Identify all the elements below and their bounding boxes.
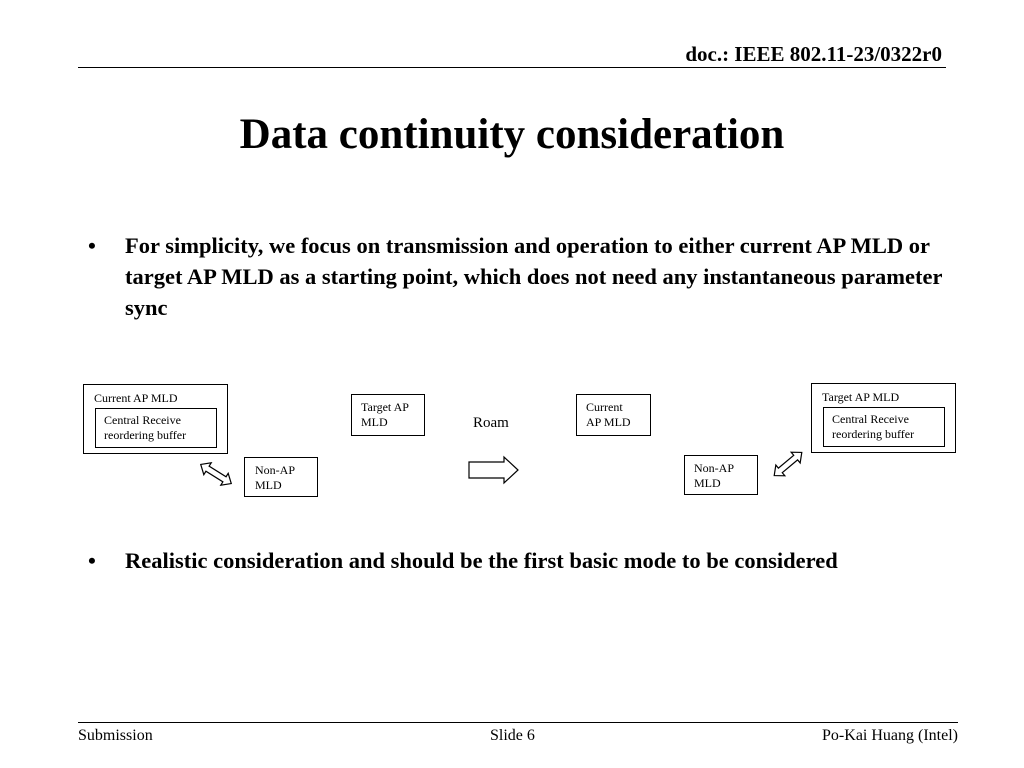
non-ap-label-line1: Non-AP	[255, 463, 296, 477]
roam-arrow-icon	[468, 456, 520, 484]
target-ap-label-line1: Target AP	[361, 400, 409, 414]
footer-submission: Submission	[78, 727, 153, 744]
current-ap-mld-box	[83, 384, 228, 454]
bullet-text: Realistic consideration and should be the first basic mode to be considered	[125, 548, 838, 573]
target-ap-mld-label: Target AP MLD	[822, 390, 900, 404]
buffer-label-line2: reordering buffer	[832, 427, 915, 441]
document-id: doc.: IEEE 802.11-23/0322r0	[685, 42, 942, 66]
non-ap-label-line1: Non-AP	[694, 461, 735, 475]
central-receive-buffer-after	[823, 407, 945, 447]
current-ap-label-line2: AP MLD	[586, 415, 631, 429]
buffer-label-line2: reordering buffer	[104, 428, 187, 442]
double-arrow-icon	[768, 446, 808, 482]
bullet-item	[88, 545, 965, 576]
target-ap-label-line2: MLD	[361, 415, 388, 429]
bullet-marker: •	[88, 233, 96, 258]
footer-divider	[78, 722, 958, 723]
bullet-marker: •	[88, 548, 96, 573]
non-ap-label-line2: MLD	[694, 476, 721, 490]
buffer-label-line1: Central Receive	[832, 412, 909, 426]
bullet-text: For simplicity, we focus on transmission and operation to either current AP MLD or target AP MLD as a starting point, which does not need any instantaneous parameter sync	[125, 233, 943, 320]
footer-slide-number: Slide 6	[490, 727, 535, 744]
current-ap-mld-label: Current AP MLD	[94, 391, 178, 405]
bullet-item	[88, 230, 945, 323]
non-ap-mld-box	[244, 457, 318, 497]
double-arrow-icon	[196, 458, 236, 490]
header-divider	[78, 67, 946, 68]
roam-label: Roam	[473, 415, 509, 431]
non-ap-label-line2: MLD	[255, 478, 282, 492]
central-receive-buffer	[95, 408, 217, 448]
non-ap-mld-box-after	[684, 455, 758, 495]
target-ap-mld-box	[351, 394, 425, 436]
target-ap-mld-box-after	[811, 383, 956, 453]
current-ap-mld-box-after	[576, 394, 651, 436]
slide-title: Data continuity consideration	[239, 111, 785, 158]
buffer-label-line1: Central Receive	[104, 413, 181, 427]
current-ap-label-line1: Current	[586, 400, 623, 414]
footer-author: Po-Kai Huang (Intel)	[822, 727, 958, 744]
